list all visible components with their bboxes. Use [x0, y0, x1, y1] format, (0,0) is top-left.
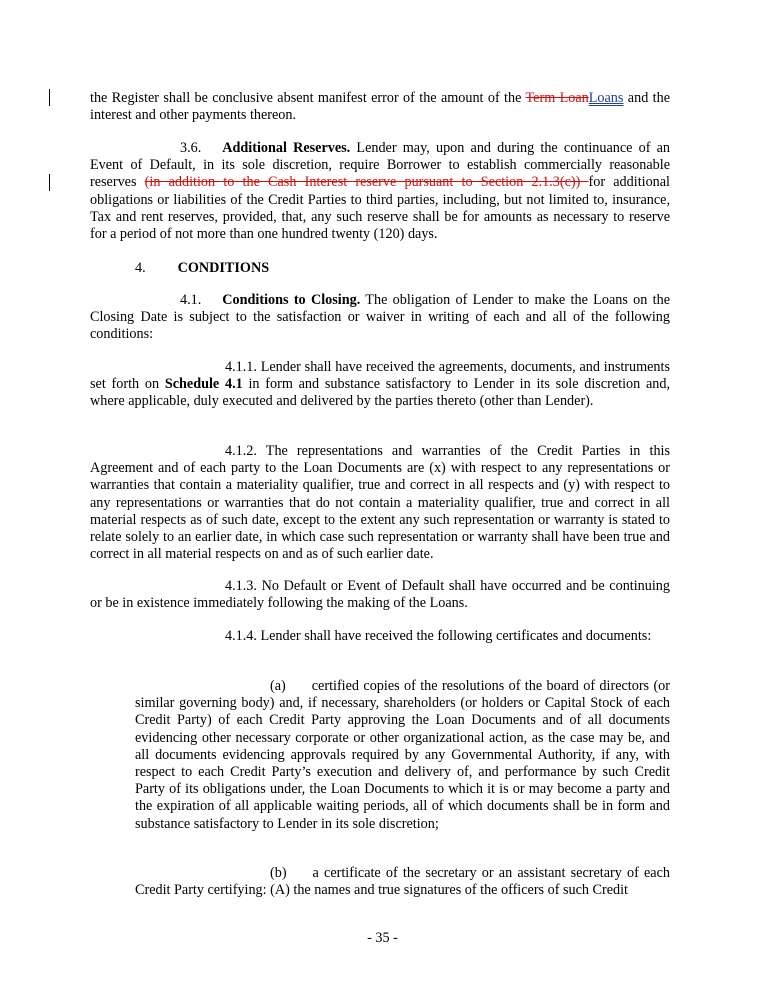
- deleted-text: Term Loan: [525, 90, 589, 106]
- section-title: CONDITIONS: [177, 260, 270, 276]
- deleted-text: (in addition to the Cash Interest reserve pursuant to Section 2.1.3(c)): [144, 174, 589, 191]
- change-bar: [49, 89, 50, 106]
- subclause-b: (b) a certificate of the secretary or an assistant secretary of each Credit Party certifying: (A) the names and true signatures of the officers of such Credit: [135, 865, 670, 899]
- subclause-a: (a) certified copies of the resolutions of the board of directors (or similar governing body) and, if necessary, shareholders (or holders or Capital Stock of each Credit Party) of each Credit Party approving the Loan Documents and of all documents evidencing other necessary corporate or other organizational action, as the case may be, and all documents evidencing approvals required by any Governmental Authority, if any, with respect to each Credit Party’s execution and delivery of, and performance by such Credit Party of its obligations under, the Loan Documents to which it is or may become a party and the expiration of all applicable waiting periods, all of which documents shall be in form and substance satisfactory to Lender in its sole discretion;: [135, 678, 670, 832]
- section-number: 4.1.: [180, 292, 202, 308]
- schedule-reference: Schedule 4.1: [164, 376, 243, 393]
- paragraph-register: the Register shall be conclusive absent manifest error of the amount of the Term LoanLoans and the interest and other payments thereon.: [90, 90, 670, 124]
- subclause-label: (b): [270, 865, 287, 881]
- section-4-1-3: 4.1.3. No Default or Event of Default shall have occurred and be continuing or be in existence immediately following the making of the Loans.: [90, 578, 670, 612]
- change-bar: [49, 174, 50, 191]
- page-number: - 35 -: [367, 930, 398, 946]
- section-4-1-4: 4.1.4. Lender shall have received the following certificates and documents:: [225, 628, 652, 644]
- inserted-text: Loans: [588, 90, 624, 106]
- section-number: 4.: [135, 260, 146, 276]
- section-heading: Conditions to Closing.: [222, 292, 361, 308]
- section-4-heading: [90, 260, 670, 277]
- section-4-1: 4.1. Conditions to Closing. The obligation of Lender to make the Loans on the Closing Date is subject to the satisfaction or waiver in writing of each and all of the following conditions:: [90, 292, 671, 343]
- section-number: 3.6.: [180, 140, 202, 156]
- section-4-1-2: 4.1.2. The representations and warranties of the Credit Parties in this Agreement and of each party to the Loan Documents are (x) with respect to any representations or warranties that contain a materiality qualifier, true and correct in all respects and (y) with respect to any representations or warranties that do not contain a materiality qualifier, true and correct in all material respects as of such date, except to the extent any such representation or warranty is stated to relate solely to an earlier date, in which case such representation or warranty shall have been true and correct in all material respects on and as of such earlier date.: [90, 443, 670, 563]
- section-4-1-1: 4.1.1. Lender shall have received the agreements, documents, and instruments set forth on Schedule 4.1 in form and substance satisfactory to Lender in its sole discretion and, where applicable, duly executed and delivered by the parties thereto (other than Lender).: [90, 359, 670, 410]
- section-3-6: 3.6. Additional Reserves. Lender may, upon and during the continuance of an Event of Default, in its sole discretion, require Borrower to establish commercially reasonable reserves (in addition to the Cash Interest reserve pursuant to Section 2.1.3(c)) for additional obligations or liabilities of the Credit Parties to third parties, including, but not limited to, insurance, Tax and rent reserves, provided, that, any such reserve shall be for amounts as necessary to reserve for a period of not more than one hundred twenty (120) days.: [90, 140, 670, 243]
- subclause-label: (a): [270, 678, 286, 694]
- section-heading: Additional Reserves.: [222, 140, 351, 156]
